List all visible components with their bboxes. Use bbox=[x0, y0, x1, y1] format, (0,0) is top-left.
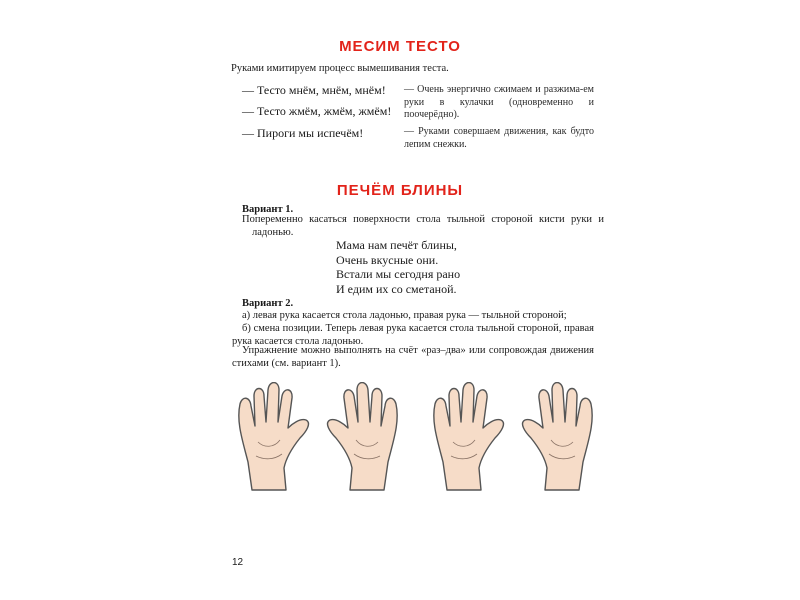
variant1-heading: Вариант 1. bbox=[242, 204, 294, 215]
verse-line-2: — Тесто жмём, жмём, жмём! bbox=[242, 104, 392, 118]
poem-line-2: Очень вкусные они. bbox=[336, 252, 439, 267]
verse-line-1: — Тесто мнём, мнём, мнём! bbox=[242, 83, 386, 97]
section-title-pechem-bliny: ПЕЧЁМ БЛИНЫ bbox=[336, 182, 464, 199]
verse-note-1: — Очень энергично сжимаем и разжима-ем руки в кулачки (одновременно и поочерёдно). bbox=[404, 84, 594, 120]
variant2-b: б) смена позиции. Теперь левая рука касается стола тыльной стороной, правая рука касается стола ладонью. bbox=[232, 323, 594, 347]
section1-intro: Руками имитируем процесс вымешивания теста. bbox=[231, 63, 449, 74]
variant1-text: Попеременно касаться поверхности стола тыльной стороной кисти руки и ладонью. bbox=[242, 214, 604, 238]
palm-left-icon bbox=[434, 383, 504, 491]
poem-line-3: Встали мы сегодня рано bbox=[336, 267, 461, 282]
verse-line-3: — Пироги мы испечём! bbox=[242, 126, 364, 140]
hands-illustration bbox=[218, 382, 608, 492]
variant2-a: а) левая рука касается стола ладонью, правая рука — тыльной стороной; bbox=[242, 310, 567, 321]
back-of-hand-left-icon bbox=[239, 383, 309, 491]
variant2-note: Упражнение можно выполнять на счёт «раз–два» или сопровождая движения стихами (см. вариант 1). bbox=[232, 345, 594, 369]
poem-line-4: И едим их со сметаной. bbox=[336, 281, 457, 296]
poem-line-1: Мама нам печёт блины, bbox=[336, 238, 457, 252]
back-of-hand-right-icon bbox=[523, 383, 593, 491]
section-title-mesim-testo: МЕСИМ ТЕСТО bbox=[339, 38, 461, 55]
poem bbox=[336, 238, 460, 296]
verse-note-3: — Руками совершаем движения, как будто лепим снежки. bbox=[404, 126, 594, 150]
page-number: 12 bbox=[232, 557, 244, 568]
variant2-heading: Вариант 2. bbox=[242, 298, 294, 309]
palm-right-icon bbox=[328, 383, 398, 491]
